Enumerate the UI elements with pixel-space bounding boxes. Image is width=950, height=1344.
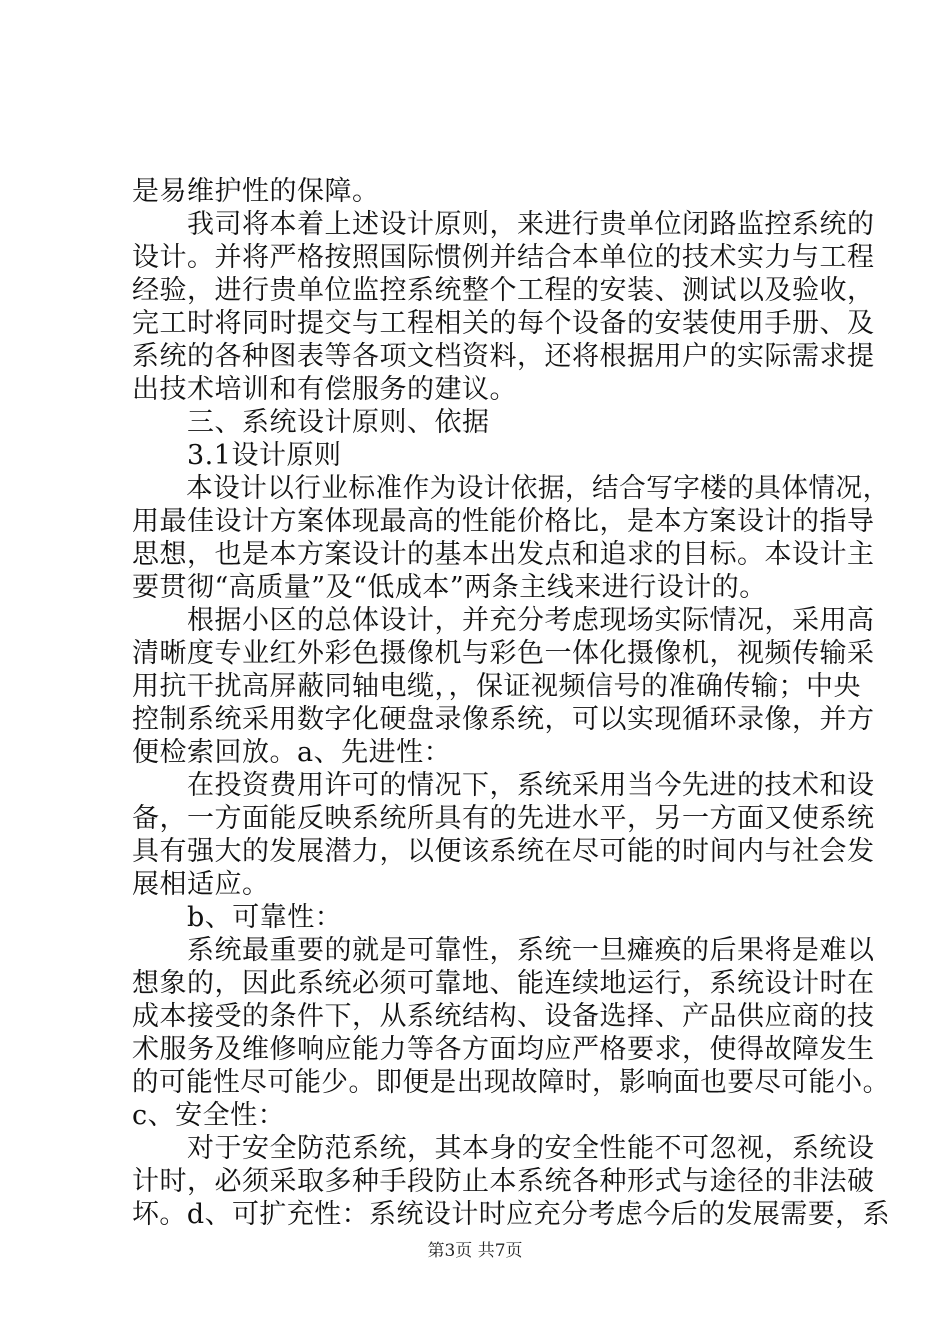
text-line: 想象的，因此系统必须可靠地、能连续地运行，系统设计时在 xyxy=(132,968,875,999)
text-line: 坏。d、可扩充性：系统设计时应充分考虑今后的发展需要，系 xyxy=(132,1199,891,1230)
text-line: 要贯彻“高质量”及“低成本”两条主线来进行设计的。 xyxy=(132,572,767,603)
subsection-heading: 3.1设计原则 xyxy=(132,440,342,471)
text-line: 是易维护性的保障。 xyxy=(132,176,380,207)
text-line: 的可能性尽可能少。即便是出现故障时，影响面也要尽可能小。 xyxy=(132,1067,890,1098)
text-line: 设计。并将严格按照国际惯例并结合本单位的技术实力与工程 xyxy=(132,242,875,273)
section-heading: 三、系统设计原则、依据 xyxy=(132,407,490,438)
text-line: 术服务及维修响应能力等各方面均应严格要求，使得故障发生 xyxy=(132,1034,875,1065)
text-line: 系统最重要的就是可靠性，系统一旦瘫痪的后果将是难以 xyxy=(132,935,875,966)
text-line: b、可靠性： xyxy=(132,902,343,933)
text-line: 对于安全防范系统，其本身的安全性能不可忽视，系统设 xyxy=(132,1133,875,1164)
text-line: 计时，必须采取多种手段防止本系统各种形式与途径的非法破 xyxy=(132,1166,875,1197)
text-line: 用抗干扰高屏蔽同轴电缆，，保证视频信号的准确传输；中央 xyxy=(132,671,861,702)
text-line: 控制系统采用数字化硬盘录像系统，可以实现循环录像，并方 xyxy=(132,704,875,735)
text-line: 用最佳设计方案体现最高的性能价格比，是本方案设计的指导 xyxy=(132,506,875,537)
text-line: 我司将本着上述设计原则，来进行贵单位闭路监控系统的 xyxy=(132,209,875,240)
text-line: 经验，进行贵单位监控系统整个工程的安装、测试以及验收， xyxy=(132,275,875,306)
text-line: 出技术培训和有偿服务的建议。 xyxy=(132,374,517,405)
text-line: 成本接受的条件下，从系统结构、设备选择、产品供应商的技 xyxy=(132,1001,875,1032)
text-line: 备，一方面能反映系统所具有的先进水平，另一方面又使系统 xyxy=(132,803,875,834)
text-line: 便检索回放。a、先进性： xyxy=(132,737,452,768)
text-line: 具有强大的发展潜力，以便该系统在尽可能的时间内与社会发 xyxy=(132,836,875,867)
text-line: 系统的各种图表等各项文档资料，还将根据用户的实际需求提 xyxy=(132,341,875,372)
text-line: 思想，也是本方案设计的基本出发点和追求的目标。本设计主 xyxy=(132,539,875,570)
text-line: 完工时将同时提交与工程相关的每个设备的安装使用手册、及 xyxy=(132,308,875,339)
page-number-footer: 第3页 共7页 xyxy=(427,1241,523,1261)
text-line: 本设计以行业标准作为设计依据，结合写字楼的具体情况， xyxy=(132,473,890,504)
text-line: 展相适应。 xyxy=(132,869,270,900)
text-line: 根据小区的总体设计，并充分考虑现场实际情况，采用高 xyxy=(132,605,875,636)
text-line: 在投资费用许可的情况下，系统采用当今先进的技术和设 xyxy=(132,770,875,801)
text-line: c、安全性： xyxy=(132,1100,286,1131)
text-line: 清晰度专业红外彩色摄像机与彩色一体化摄像机，视频传输采 xyxy=(132,638,875,669)
